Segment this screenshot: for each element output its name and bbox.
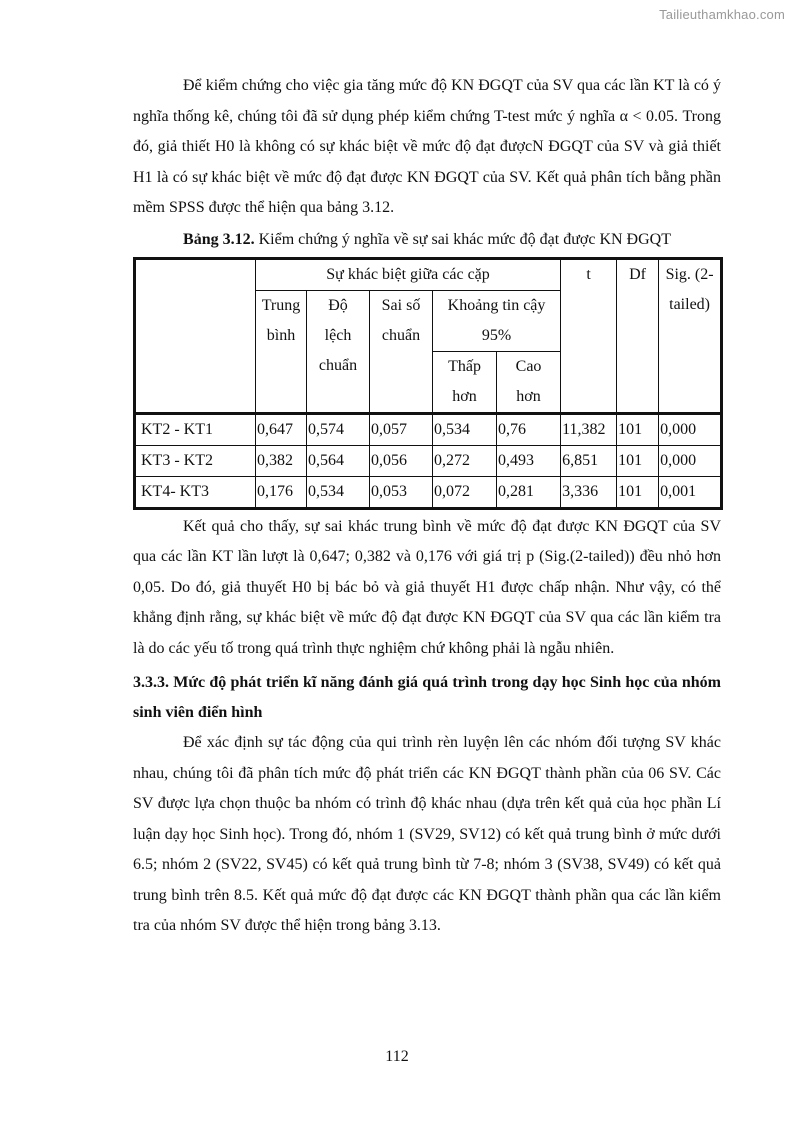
paragraph-results: Kết quả cho thấy, sự sai khác trung bình về mức độ đạt được KN ĐGQT của SV qua các lần KT lần lượt là 0,647; 0,382 và 0,176 với giá trị p (Sig.(2-tailed)) đều nhỏ hơn 0,05. Do đó, giả thuyết H0 bị bác bỏ và giả thuyết H1 được chấp nhận. Như vậy, có thể khẳng định rằng, sự khác biệt về mức độ đạt được KN ĐGQT của SV qua các lần kiểm tra là do các yếu tố trong quá trình thực nghiệm chứ không phải là ngẫu nhiên. [133, 517, 721, 657]
header-mean: Trung bình [256, 290, 307, 413]
cell-upper: 0,76 [497, 413, 561, 445]
cell-sd: 0,534 [307, 476, 370, 508]
table-row [135, 413, 722, 445]
header-upper: Cao hơn [497, 351, 561, 413]
cell-sd: 0,574 [307, 413, 370, 445]
header-group: Sự khác biệt giữa các cặp [256, 258, 561, 290]
header-lower: Thấp hơn [433, 351, 497, 413]
table-row [135, 445, 722, 476]
paragraph-groups: Để xác định sự tác động của qui trình rèn luyện lên các nhóm đối tượng SV khác nhau, chúng tôi đã phân tích mức độ phát triển các KN ĐGQT thành phần của 06 SV. Các SV được lựa chọn thuộc ba nhóm có trình độ khác nhau (dựa trên kết quả của học phần Lí luận dạy học Sinh học). Trong đó, nhóm 1 (SV29, SV12) có kết quả trung bình ở mức dưới 6.5; nhóm 2 (SV22, SV45) có kết quả trung bình từ 7-8; nhóm 3 (SV38, SV49) có kết quả trung bình trên 8.5. Kết quả mức độ đạt được các KN ĐGQT thành phần qua các lần kiểm tra của nhóm SV được thể hiện trong bảng 3.13. [133, 734, 721, 934]
cell-upper: 0,281 [497, 476, 561, 508]
cell-pair: KT4- KT3 [135, 476, 256, 508]
cell-t: 6,851 [561, 445, 617, 476]
cell-sd: 0,564 [307, 445, 370, 476]
cell-lower: 0,072 [433, 476, 497, 508]
cell-lower: 0,534 [433, 413, 497, 445]
cell-se: 0,056 [370, 445, 433, 476]
header-ci: Khoảng tin cậy 95% [433, 290, 561, 351]
page-content [133, 71, 721, 942]
header-sig: Sig. (2-tailed) [659, 258, 722, 413]
table-caption [133, 229, 721, 251]
table-caption-text: Kiểm chứng ý nghĩa về sự sai khác mức độ đạt được KN ĐGQT [254, 230, 671, 248]
cell-upper: 0,493 [497, 445, 561, 476]
watermark: Tailieuthamkhao.com [659, 7, 785, 22]
header-sd: Độ lệch chuẩn [307, 290, 370, 413]
header-se: Sai số chuẩn [370, 290, 433, 413]
cell-df: 101 [617, 413, 659, 445]
cell-mean: 0,176 [256, 476, 307, 508]
cell-mean: 0,382 [256, 445, 307, 476]
cell-df: 101 [617, 476, 659, 508]
header-empty-cell [135, 258, 256, 413]
ttest-table [133, 257, 723, 510]
cell-pair: KT3 - KT2 [135, 445, 256, 476]
cell-sig: 0,000 [659, 445, 722, 476]
table-row [135, 476, 722, 508]
cell-sig: 0,000 [659, 413, 722, 445]
header-t: t [561, 258, 617, 413]
cell-mean: 0,647 [256, 413, 307, 445]
cell-t: 3,336 [561, 476, 617, 508]
cell-t: 11,382 [561, 413, 617, 445]
table-caption-label: Bảng 3.12. [183, 230, 255, 248]
paragraph-intro: Để kiểm chứng cho việc gia tăng mức độ KN ĐGQT của SV qua các lần KT là có ý nghĩa thống kê, chúng tôi đã sử dụng phép kiểm chứng T-test mức ý nghĩa α < 0.05. Trong đó, giả thiết H0 là không có sự khác biệt về mức độ đạt đượcN ĐGQT của SV và giả thiết H1 là có sự khác biệt về mức độ đạt được KN ĐGQT của SV. Kết quả phân tích bằng phần mềm SPSS được thể hiện qua bảng 3.12. [133, 77, 721, 216]
cell-lower: 0,272 [433, 445, 497, 476]
cell-se: 0,053 [370, 476, 433, 508]
section-heading: 3.3.3. Mức độ phát triển kĩ năng đánh giá quá trình trong dạy học Sinh học của nhóm sinh viên điển hình [133, 674, 721, 721]
page-number: 112 [385, 1048, 409, 1065]
cell-df: 101 [617, 445, 659, 476]
cell-sig: 0,001 [659, 476, 722, 508]
header-df: Df [617, 258, 659, 413]
cell-se: 0,057 [370, 413, 433, 445]
cell-pair: KT2 - KT1 [135, 413, 256, 445]
